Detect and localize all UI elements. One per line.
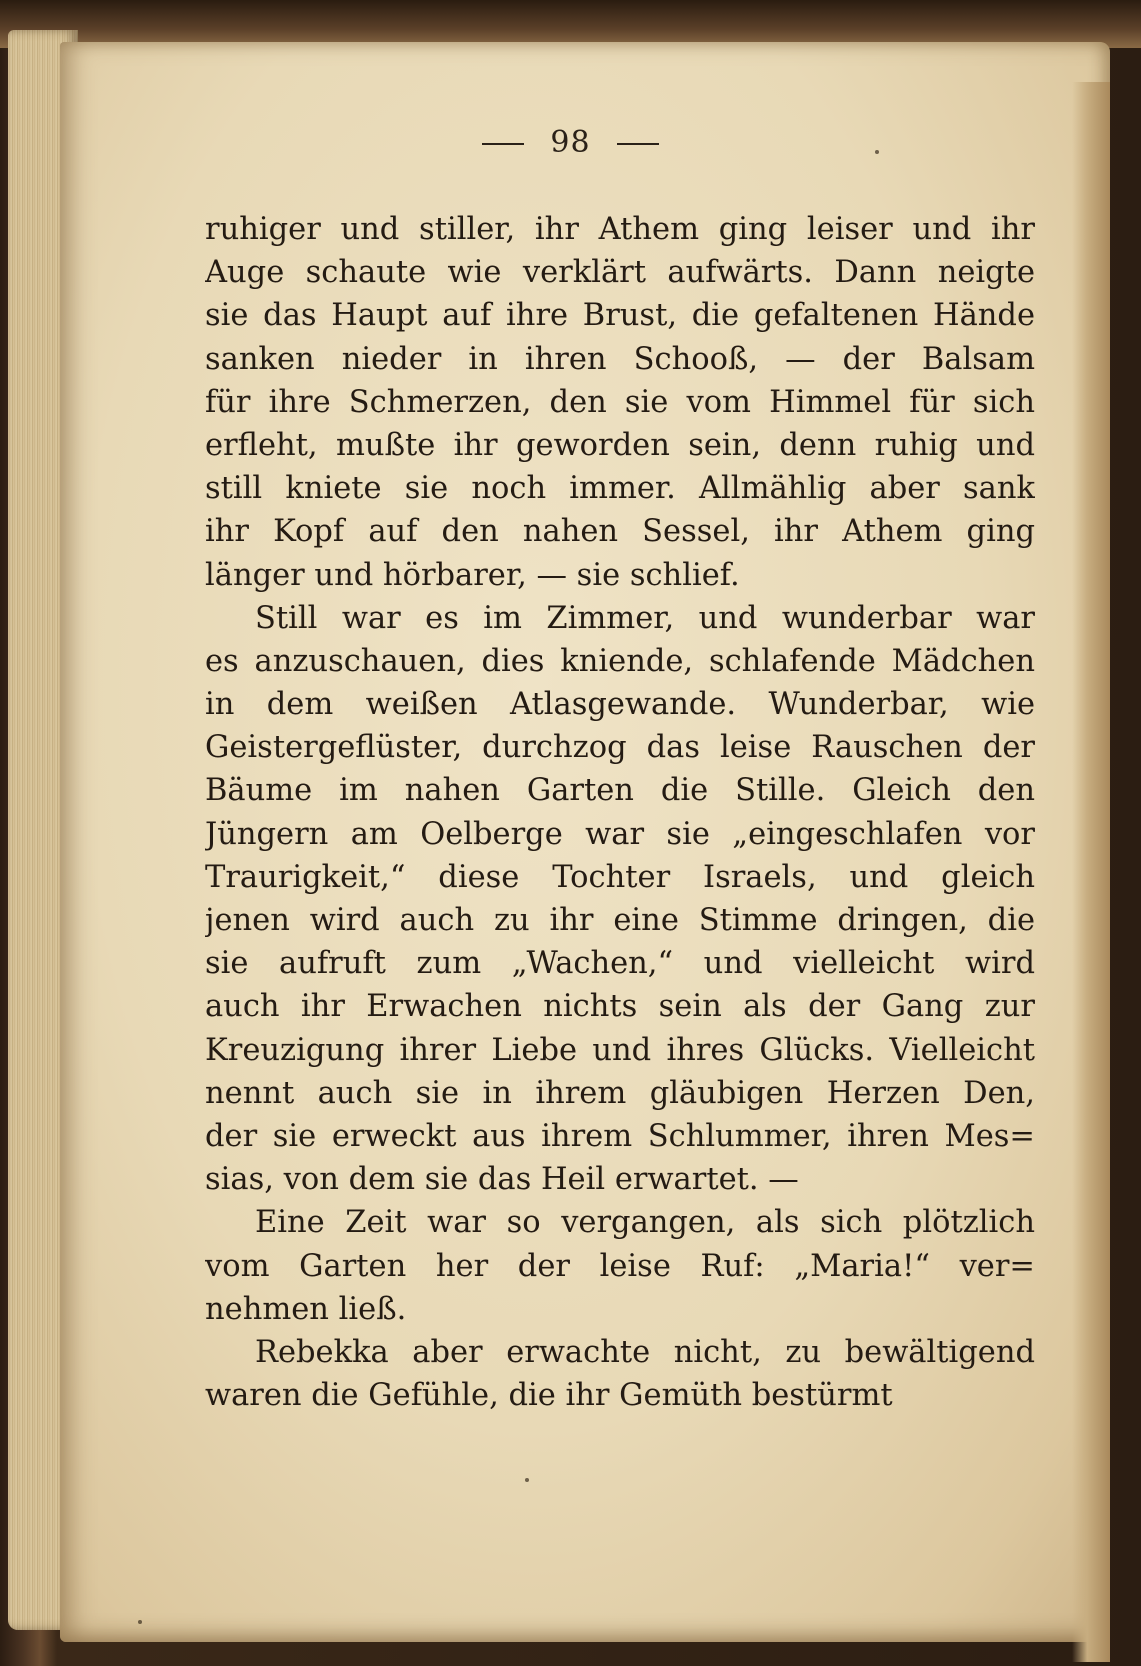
paper-speck <box>138 1620 142 1624</box>
text-line: sias, von dem sie das Heil erwartet. — <box>205 1162 799 1198</box>
text-line: Geistergeflüster, durchzog das leise Rauschen der <box>205 730 1035 766</box>
text-line: in dem weißen Atlasgewande. Wunderbar, wie <box>205 687 1035 723</box>
text-line: sanken nieder in ihren Schooß, — der Balsam <box>205 341 1035 377</box>
text-line: ruhiger und stiller, ihr Athem ging leiser und ihr <box>205 212 1035 247</box>
text-line: sie aufruft zum „Wachen,“ und vielleicht wird <box>205 946 1035 982</box>
text-line: der sie erweckt aus ihrem Schlummer, ihren Mes= <box>205 1118 1035 1154</box>
text-line: Jüngern am Oelberge war sie „eingeschlafen vor <box>205 816 1035 852</box>
text-line: nennt auch sie in ihrem gläubigen Herzen Den, <box>205 1075 1035 1111</box>
paper-speck <box>525 1478 529 1482</box>
text-line: Eine Zeit war so vergangen, als sich plötzlich <box>255 1205 1035 1241</box>
text-line: für ihre Schmerzen, den sie vom Himmel für sich <box>205 384 1035 420</box>
text-line: Traurigkeit,“ diese Tochter Israels, und gleich <box>205 859 1035 895</box>
text-line: erfleht, mußte ihr geworden sein, denn ruhig und <box>205 427 1035 463</box>
text-line: es anzuschauen, dies kniende, schlafende Mädchen <box>205 643 1035 679</box>
text-line: nehmen ließ. <box>205 1291 407 1327</box>
text-line: länger und hörbarer, — sie schlief. <box>205 557 740 593</box>
page-number: 98 <box>550 125 591 160</box>
paper-speck <box>875 150 879 154</box>
text-line: Kreuzigung ihrer Liebe und ihres Glücks. Vielleicht <box>205 1032 1035 1068</box>
header-dash-right <box>617 143 659 145</box>
text-line: jenen wird auch zu ihr eine Stimme dringen, die <box>205 903 1035 938</box>
page-right-edge <box>1072 82 1110 1662</box>
book-binding-top <box>0 0 1141 48</box>
page-header <box>0 125 1141 160</box>
body-text <box>205 208 1035 1417</box>
header-dash-left <box>482 143 524 145</box>
text-line: ihr Kopf auf den nahen Sessel, ihr Athem ging <box>205 514 1035 550</box>
text-line: auch ihr Erwachen nichts sein als der Gang zur <box>205 989 1035 1025</box>
text-line: still kniete sie noch immer. Allmählig aber sank <box>205 471 1035 507</box>
text-line: Still war es im Zimmer, und wunderbar war <box>255 600 1035 636</box>
text-line: Auge schaute wie verklärt aufwärts. Dann neigte <box>205 255 1035 291</box>
text-line: Rebekka aber erwachte nicht, zu bewältigend <box>255 1334 1035 1370</box>
text-line: waren die Gefühle, die ihr Gemüth bestürmt <box>205 1378 893 1414</box>
text-line: sie das Haupt auf ihre Brust, die gefaltenen Hände <box>205 298 1035 334</box>
text-line: vom Garten her der leise Ruf: „Maria!“ ver= <box>205 1248 1035 1284</box>
text-line: Bäume im nahen Garten die Stille. Gleich den <box>205 773 1035 809</box>
